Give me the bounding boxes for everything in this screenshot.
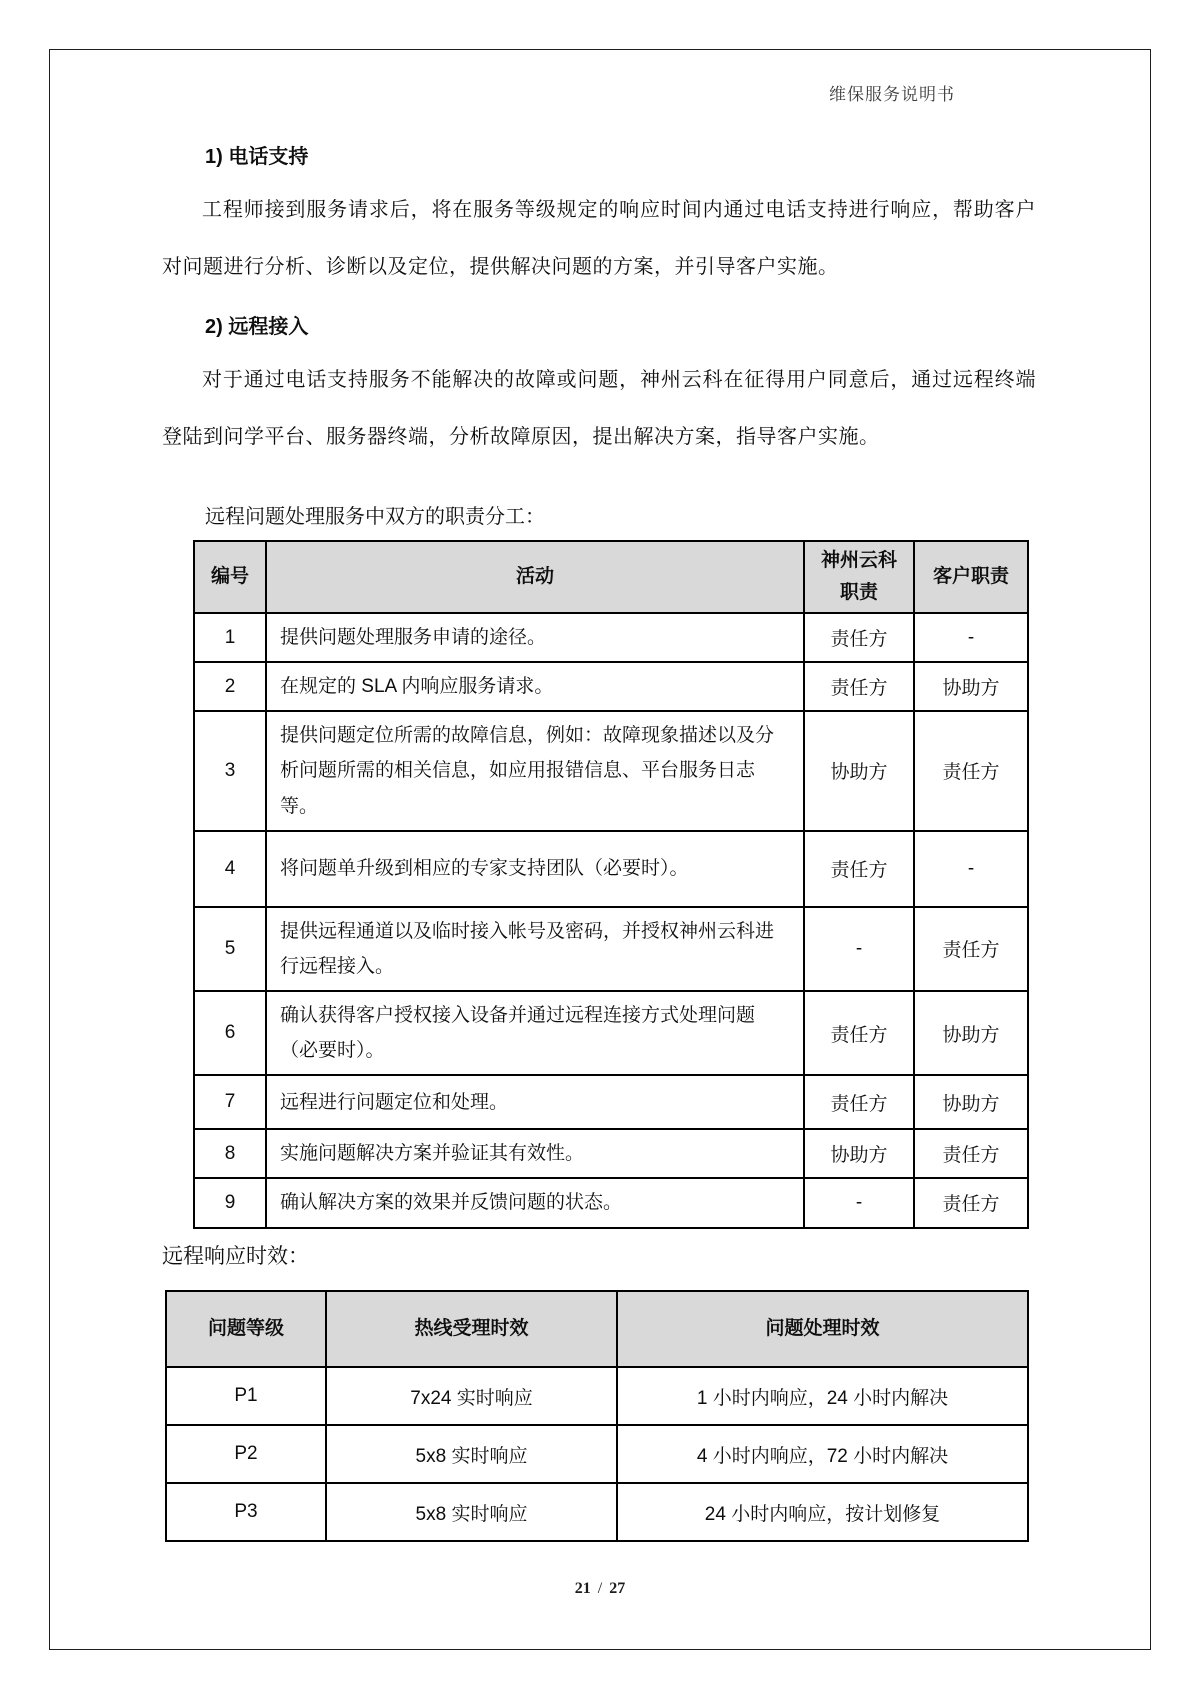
cell-dck: 责任方 (804, 831, 914, 907)
cell-number: 9 (194, 1178, 266, 1227)
cell-dck: 协助方 (804, 1129, 914, 1178)
table-row (194, 907, 1028, 991)
responsibility-table (193, 540, 1029, 1229)
table-row (194, 613, 1028, 662)
cell-level: P2 (166, 1425, 326, 1483)
cell-activity: 提供问题处理服务申请的途径。 (266, 613, 804, 662)
cell-level: P1 (166, 1367, 326, 1425)
table-row (194, 1129, 1028, 1178)
cell-hotline: 7x24 实时响应 (326, 1367, 617, 1425)
cell-customer: 责任方 (914, 1129, 1028, 1178)
table-header-row (166, 1291, 1028, 1367)
section-1-heading: 1) 电话支持 (205, 146, 309, 168)
cell-dck: 责任方 (804, 662, 914, 711)
cell-dck: 责任方 (804, 613, 914, 662)
col-header-dck-responsibility (804, 541, 914, 613)
table-row (194, 991, 1028, 1075)
cell-dck: - (804, 907, 914, 991)
cell-customer: - (914, 613, 1028, 662)
sla-intro: 远程响应时效： (162, 1245, 309, 1268)
col-header-customer: 客户职责 (914, 541, 1028, 613)
cell-customer: 协助方 (914, 991, 1028, 1075)
cell-customer: 协助方 (914, 662, 1028, 711)
col-header-problem-level: 问题等级 (166, 1291, 326, 1367)
col-header-dck-line1: 神州云科 (820, 549, 897, 571)
cell-activity: 提供远程通道以及临时接入帐号及密码，并授权神州云科进行远程接入。 (266, 907, 804, 991)
table-row (194, 1178, 1028, 1227)
cell-dck: 责任方 (804, 991, 914, 1075)
table-row (166, 1367, 1028, 1425)
table-row (194, 1075, 1028, 1129)
page-separator: / (597, 1580, 603, 1597)
cell-hotline: 5x8 实时响应 (326, 1483, 617, 1541)
section-1-paragraph: 工程师接到服务请求后，将在服务等级规定的响应时间内通过电话支持进行响应，帮助客户对问题进行分析、诊断以及定位，提供解决问题的方案，并引导客户实施。 (162, 199, 1036, 278)
cell-activity: 确认解决方案的效果并反馈问题的状态。 (266, 1178, 804, 1227)
cell-customer: 责任方 (914, 1178, 1028, 1227)
cell-activity: 实施问题解决方案并验证其有效性。 (266, 1129, 804, 1178)
page-footer (0, 1580, 1200, 1598)
page-number: 21 (574, 1580, 591, 1597)
cell-customer: 责任方 (914, 907, 1028, 991)
cell-number: 4 (194, 831, 266, 907)
cell-number: 5 (194, 907, 266, 991)
col-header-number: 编号 (194, 541, 266, 613)
table-row (194, 662, 1028, 711)
section-2-paragraph: 对于通过电话支持服务不能解决的故障或问题，神州云科在征得用户同意后，通过远程终端登陆到问学平台、服务器终端，分析故障原因，提出解决方案，指导客户实施。 (162, 369, 1036, 448)
cell-handling: 24 小时内响应，按计划修复 (617, 1483, 1028, 1541)
cell-activity: 确认获得客户授权接入设备并通过远程连接方式处理问题（必要时）。 (266, 991, 804, 1075)
table-row (194, 711, 1028, 830)
page-total: 27 (609, 1580, 626, 1597)
sla-table (165, 1290, 1029, 1542)
col-header-activity: 活动 (266, 541, 804, 613)
cell-level: P3 (166, 1483, 326, 1541)
responsibility-table-intro: 远程问题处理服务中双方的职责分工： (205, 506, 545, 528)
col-header-hotline-sla: 热线受理时效 (326, 1291, 617, 1367)
table-row (166, 1483, 1028, 1541)
cell-hotline: 5x8 实时响应 (326, 1425, 617, 1483)
cell-customer: - (914, 831, 1028, 907)
cell-activity: 将问题单升级到相应的专家支持团队（必要时）。 (266, 831, 804, 907)
document-header-title: 维保服务说明书 (829, 85, 955, 104)
cell-handling: 4 小时内响应，72 小时内解决 (617, 1425, 1028, 1483)
cell-dck: - (804, 1178, 914, 1227)
cell-dck: 责任方 (804, 1075, 914, 1129)
table-row (166, 1425, 1028, 1483)
cell-number: 7 (194, 1075, 266, 1129)
cell-handling: 1 小时内响应，24 小时内解决 (617, 1367, 1028, 1425)
cell-activity: 在规定的 SLA 内响应服务请求。 (266, 662, 804, 711)
table-row (194, 831, 1028, 907)
cell-number: 2 (194, 662, 266, 711)
section-2-heading: 2) 远程接入 (205, 316, 309, 338)
table-header-row (194, 541, 1028, 613)
cell-number: 1 (194, 613, 266, 662)
cell-number: 6 (194, 991, 266, 1075)
cell-customer: 责任方 (914, 711, 1028, 830)
cell-activity: 提供问题定位所需的故障信息，例如：故障现象描述以及分析问题所需的相关信息，如应用报错信息、平台服务日志等。 (266, 711, 804, 830)
col-header-handling-sla: 问题处理时效 (617, 1291, 1028, 1367)
cell-number: 8 (194, 1129, 266, 1178)
cell-number: 3 (194, 711, 266, 830)
col-header-dck-line2: 职责 (839, 582, 878, 603)
cell-activity: 远程进行问题定位和处理。 (266, 1075, 804, 1129)
cell-dck: 协助方 (804, 711, 914, 830)
cell-customer: 协助方 (914, 1075, 1028, 1129)
